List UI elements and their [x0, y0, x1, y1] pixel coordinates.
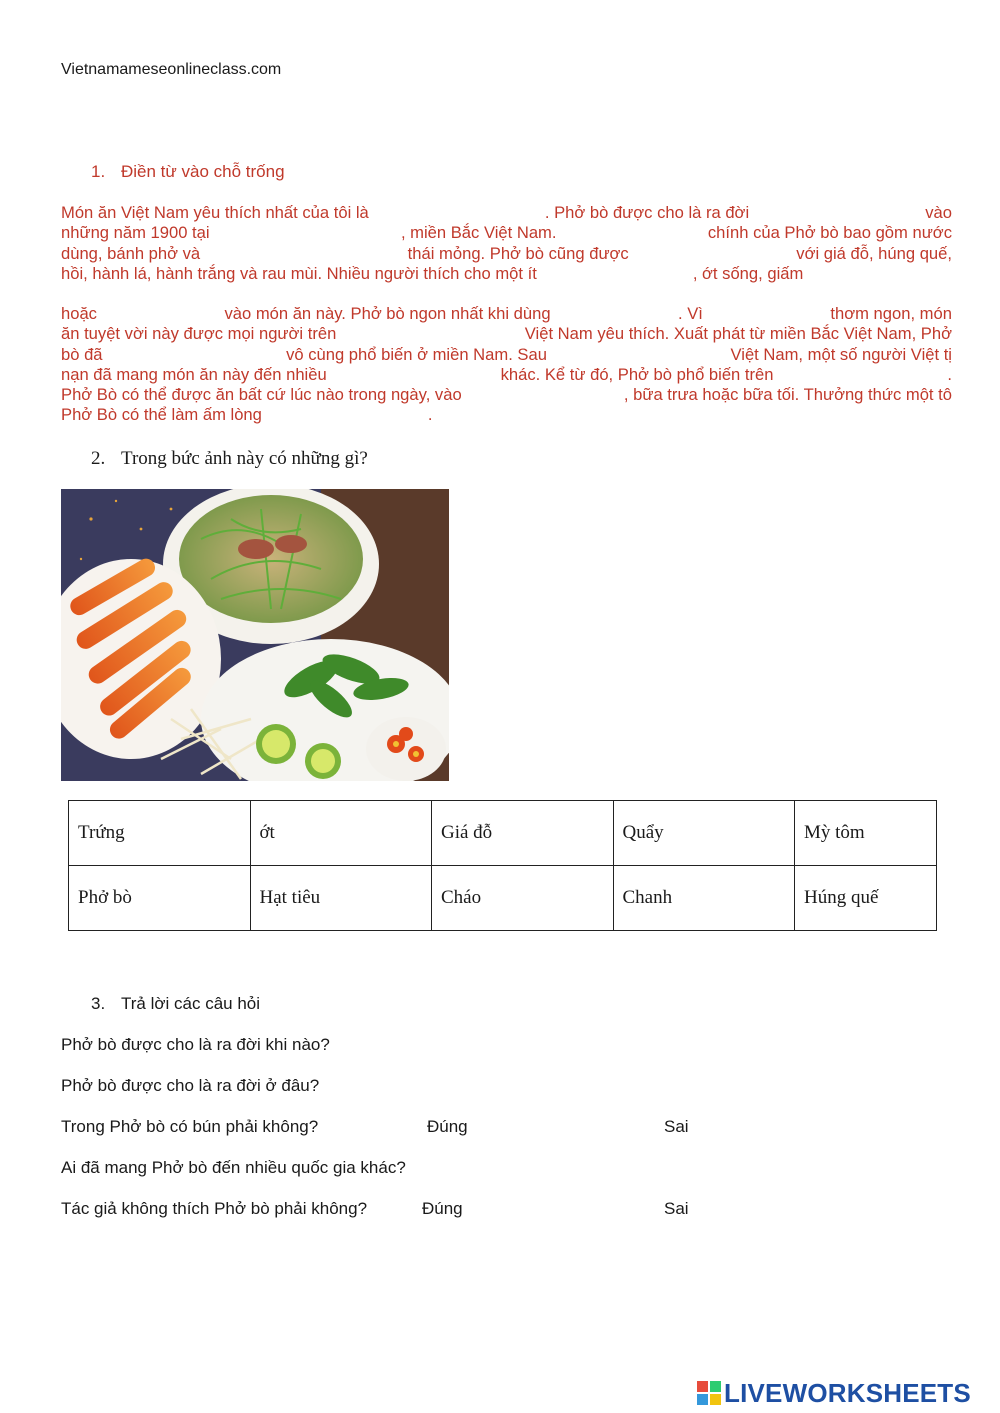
- question-5: Tác giả không thích Phở bò phải không?: [61, 1199, 368, 1218]
- paragraph-line: [61, 385, 952, 405]
- text-fragment: , ớt sống, giấm: [692, 263, 804, 283]
- text-fragment: Phở Bò có thể được ăn bất cứ lúc nào trong ngày, vào: [61, 385, 462, 405]
- fill-paragraph-2: [61, 304, 952, 426]
- text-fragment: vô cùng phổ biến ở miền Nam. Sau: [286, 344, 547, 364]
- paragraph-line: [61, 264, 952, 284]
- text-fragment: hồi, hành lá, hành trắng và rau mùi. Nhiều người thích cho một ít: [61, 263, 537, 283]
- text-fragment: dùng, bánh phở và: [61, 243, 201, 263]
- section1-number: 1.: [91, 162, 106, 181]
- table-cell: Phở bò: [69, 866, 251, 931]
- text-fragment: , bữa trưa hoặc bữa tối. Thưởng thức một tô: [623, 385, 952, 405]
- section3-number: 3.: [91, 994, 106, 1013]
- text-fragment: Việt Nam, một số người Việt tị: [730, 344, 952, 364]
- text-fragment: .: [947, 364, 952, 384]
- question-2: Phở bò được cho là ra đời ở đâu?: [61, 1076, 320, 1095]
- question-3: Trong Phở bò có bún phải không?: [61, 1117, 319, 1136]
- text-fragment: những năm 1900 tại: [61, 223, 210, 243]
- paragraph-line: [61, 223, 952, 243]
- question-1: Phở bò được cho là ra đời khi nào?: [61, 1035, 330, 1054]
- option-false-q5[interactable]: Sai: [664, 1199, 689, 1218]
- paragraph-line: [61, 304, 952, 324]
- text-fragment: Việt Nam yêu thích. Xuất phát từ miền Bắc Việt Nam, Phở: [524, 324, 952, 344]
- site-name: Vietnamameseonlineclass.com: [61, 61, 282, 78]
- word-table: [68, 800, 937, 931]
- text-fragment: thơm ngon, món: [830, 304, 952, 323]
- text-fragment: khác. Kể từ đó, Phở bò phổ biến trên: [500, 364, 774, 384]
- liveworksheets-logo: [697, 1378, 971, 1408]
- table-cell: Mỳ tôm: [795, 801, 937, 866]
- section1-heading: [91, 162, 285, 182]
- text-fragment: , miền Bắc Việt Nam.: [400, 223, 557, 243]
- table-cell: Giá đỗ: [432, 801, 614, 866]
- text-fragment: Món ăn Việt Nam yêu thích nhất của tôi là: [61, 203, 369, 222]
- fill-paragraph-1: [61, 203, 952, 284]
- text-fragment: . Phở bò được cho là ra đời: [544, 203, 750, 222]
- paragraph-line: [61, 345, 952, 365]
- text-fragment: với giá đỗ, húng quế,: [796, 243, 952, 263]
- text-fragment: chính của Phở bò bao gồm nước: [707, 223, 952, 243]
- text-fragment: vào món ăn này. Phở bò ngon nhất khi dùng: [224, 304, 551, 323]
- table-cell: Chanh: [613, 866, 795, 931]
- logo-mark-icon: [697, 1381, 721, 1405]
- pho-photo: [61, 489, 449, 781]
- table-row: [69, 801, 937, 866]
- paragraph-line: [61, 365, 952, 385]
- option-false-q3[interactable]: Sai: [664, 1117, 689, 1136]
- table-row: [69, 866, 937, 931]
- section2-title: Trong bức ảnh này có những gì?: [121, 448, 368, 469]
- section2-number: 2.: [91, 448, 106, 469]
- option-true-q5[interactable]: Đúng: [422, 1199, 463, 1218]
- section2-heading: [91, 448, 368, 470]
- table-cell: ớt: [250, 801, 432, 866]
- logo-wordmark: LIVEWORKSHEETS: [724, 1377, 971, 1408]
- paragraph-line: [61, 324, 952, 344]
- text-fragment: .: [427, 405, 433, 425]
- table-cell: Húng quế: [795, 866, 937, 931]
- section3-title: Trả lời các câu hỏi: [121, 994, 261, 1013]
- text-fragment: vào: [925, 203, 952, 222]
- paragraph-line: [61, 244, 952, 264]
- text-fragment: thái mỏng. Phở bò cũng được: [407, 243, 629, 263]
- table-cell: Hạt tiêu: [250, 866, 432, 931]
- section1-title: Điền từ vào chỗ trống: [121, 162, 285, 181]
- text-fragment: . Vì: [678, 304, 703, 323]
- text-fragment: ăn tuyệt vời này được mọi người trên: [61, 324, 337, 344]
- text-fragment: Phở Bò có thể làm ấm lòng: [61, 405, 262, 425]
- table-cell: Cháo: [432, 866, 614, 931]
- section3-heading: [91, 994, 260, 1014]
- option-true-q3[interactable]: Đúng: [427, 1117, 468, 1136]
- table-cell: Trứng: [69, 801, 251, 866]
- text-fragment: bò đã: [61, 344, 103, 364]
- table-cell: Quẩy: [613, 801, 795, 866]
- paragraph-line: [61, 405, 952, 425]
- text-fragment: hoặc: [61, 304, 97, 323]
- text-fragment: nạn đã mang món ăn này đến nhiều: [61, 364, 327, 384]
- paragraph-line: [61, 203, 952, 223]
- question-4: Ai đã mang Phở bò đến nhiều quốc gia khác?: [61, 1158, 406, 1177]
